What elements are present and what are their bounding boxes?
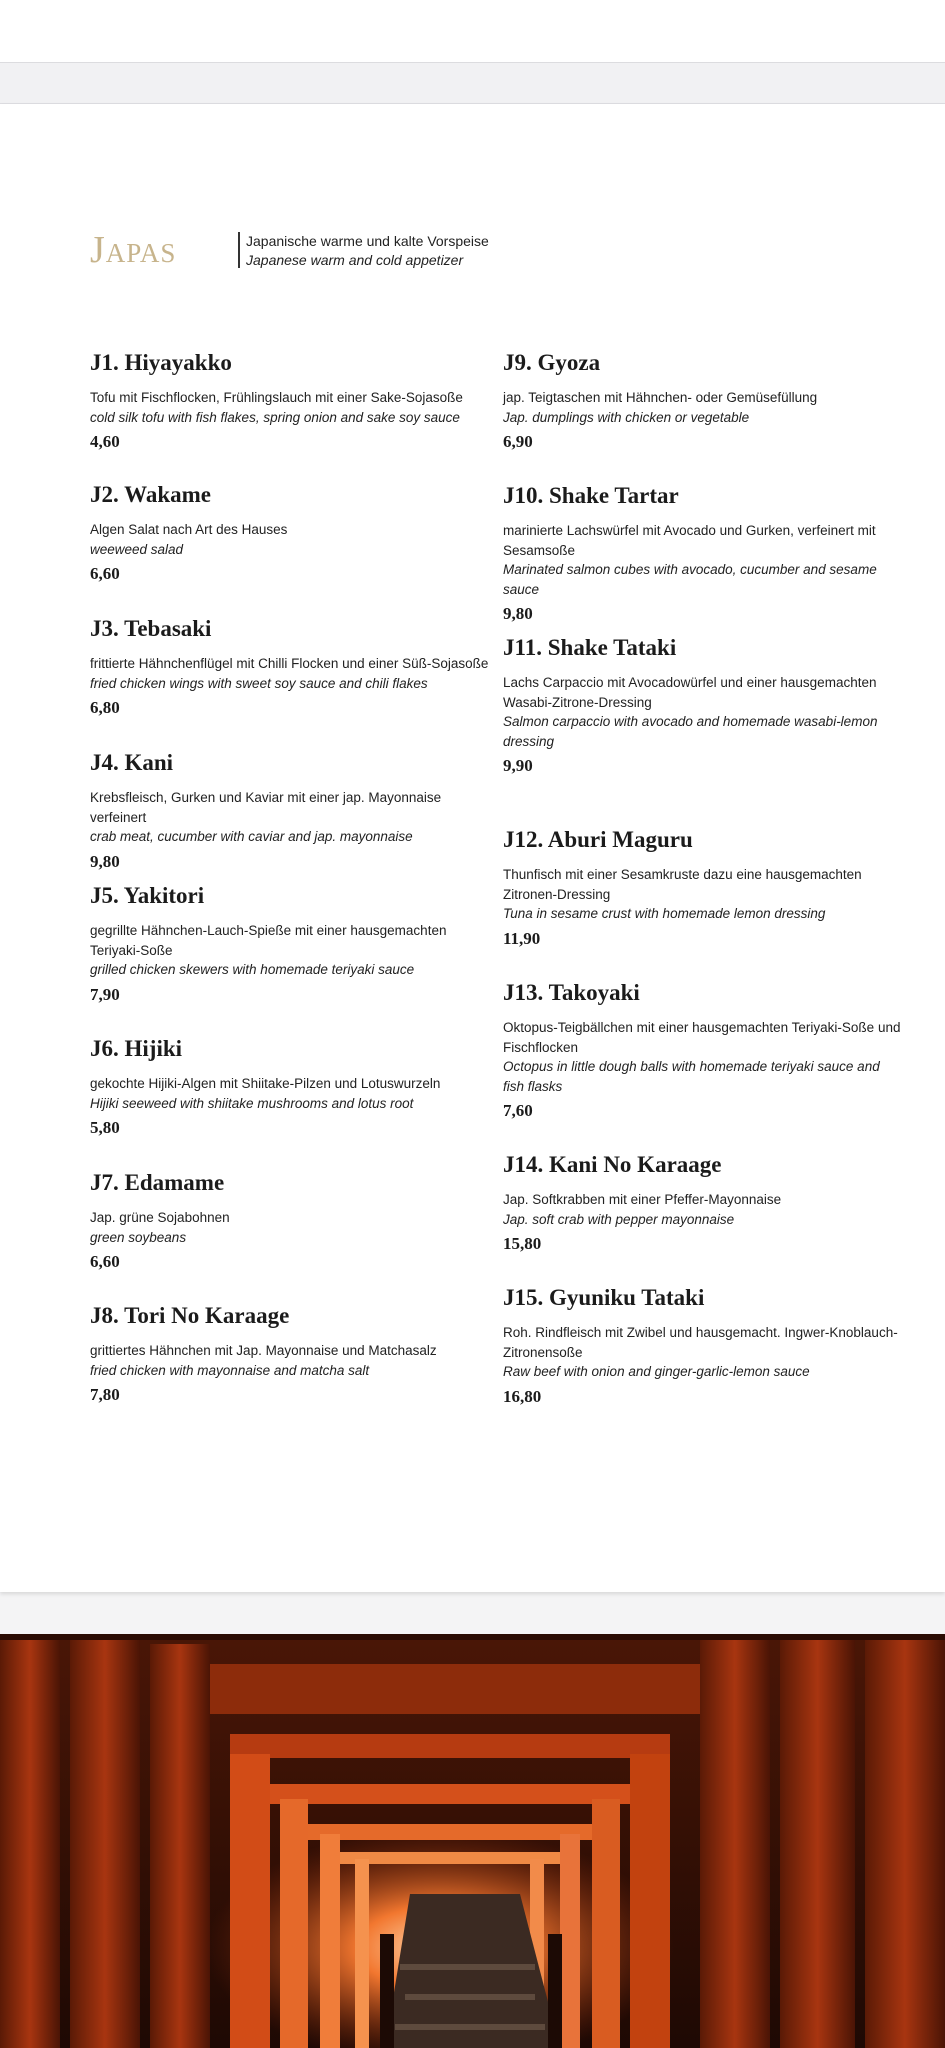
gate-pillar: [230, 1754, 270, 2048]
item-description-en: Salmon carpaccio with avocado and homemade wasabi-lemon dressing: [503, 714, 878, 749]
item-name: J5. Yakitori: [90, 883, 205, 908]
gate-pillar: [150, 1644, 210, 2048]
item-price: 6,60: [90, 1252, 120, 1271]
item-description-en: Hijiki seeweed with shiitake mushrooms and lotus root: [90, 1095, 414, 1111]
item-price: 15,80: [503, 1234, 542, 1253]
item-price: 4,60: [90, 432, 120, 451]
path-step: [405, 1994, 535, 2000]
gate-pillar: [70, 1634, 140, 2048]
item-price: 16,80: [503, 1386, 542, 1406]
item-description-en: fried chicken wings with sweet soy sauce and chili flakes: [90, 675, 428, 691]
menu-item: [503, 633, 903, 778]
item-price: 9,80: [503, 604, 533, 623]
path-step: [400, 1964, 535, 1970]
item-description-en: fried chicken with mayonnaise and matcha salt: [90, 1362, 370, 1378]
menu-item: [90, 748, 490, 874]
item-price: 6,60: [90, 564, 120, 583]
item-description-en: Octopus in little dough balls with homemade teriyaki sauce and fish flasks: [503, 1059, 880, 1094]
item-description-en: weeweed salad: [90, 541, 184, 557]
item-description-en: Tuna in sesame crust with homemade lemon dressing: [503, 906, 826, 921]
item-description-en: grilled chicken skewers with homemade teriyaki sauce: [90, 962, 415, 977]
menu-item: [503, 1150, 903, 1256]
path-step: [395, 2024, 545, 2030]
item-name: J11. Shake Tataki: [503, 635, 677, 660]
item-description-en: cold silk tofu with fish flakes, spring onion and sake soy sauce: [90, 409, 460, 425]
item-price: 6,80: [90, 698, 120, 717]
photo-top-edge: [0, 1634, 945, 1640]
item-description-de: Tofu mit Fischflocken, Frühlingslauch mit einer Sake-Sojasoße: [90, 390, 463, 405]
gate-pillar: [700, 1634, 770, 2048]
item-description-en: Jap. soft crab with pepper mayonnaise: [503, 1211, 735, 1227]
gate-beam: [230, 1734, 670, 1758]
item-name: J14. Kani No Karaage: [503, 1152, 722, 1177]
pillar-base: [548, 1934, 562, 2048]
item-name: J6. Hijiki: [90, 1036, 183, 1061]
page-separator: [0, 63, 945, 104]
menu-item: [503, 825, 903, 951]
item-description-de: Algen Salat nach Art des Hauses: [90, 522, 288, 537]
gate-pillar: [355, 1859, 369, 2048]
top-bar: [0, 0, 945, 63]
item-description-de: Lachs Carpaccio mit Avocadowürfel und einer hausgemachten Wasabi-Zitrone-Dressing: [503, 675, 877, 710]
item-description-de: jap. Teigtaschen mit Hähnchen- oder Gemüsefüllung: [503, 390, 818, 405]
menu-item: [503, 348, 903, 454]
item-description-de: Krebsfleisch, Gurken und Kaviar mit einer jap. Mayonnaise verfeinert: [90, 790, 442, 825]
menu-item: [90, 1034, 490, 1140]
menu-item: [90, 614, 490, 720]
gate-pillar: [280, 1799, 308, 2048]
menu-item: [90, 881, 490, 1007]
item-description-de: Jap. grüne Sojabohnen: [90, 1210, 230, 1225]
item-name: J7. Edamame: [90, 1170, 225, 1195]
item-price: 5,80: [90, 1118, 120, 1137]
item-price: 11,90: [503, 928, 541, 948]
torii-gate-photo: [0, 1634, 945, 2048]
item-price: 7,80: [90, 1385, 120, 1404]
section-subtitle: [246, 232, 489, 270]
item-description-de: gegrillte Hähnchen-Lauch-Spieße mit einer hausgemachten Teriyaki-Soße: [90, 923, 447, 958]
item-description-en: Marinated salmon cubes with avocado, cucumber and sesame sauce: [503, 562, 877, 597]
menu-item: [503, 1283, 903, 1409]
item-description-de: Oktopus-Teigbällchen mit einer hausgemachten Teriyaki-Soße und Fischflocken: [503, 1020, 901, 1055]
gate-beam: [260, 1784, 640, 1804]
item-description-en: Jap. dumplings with chicken or vegetable: [503, 409, 750, 425]
gate-pillar: [780, 1634, 855, 2048]
gate-pillar: [630, 1754, 670, 2048]
item-name: J13. Takoyaki: [503, 980, 640, 1005]
item-name: J1. Hiyayakko: [90, 350, 232, 375]
item-description-en: crab meat, cucumber with caviar and jap. mayonnaise: [90, 829, 413, 844]
section-subtitle-de: Japanische warme und kalte Vorspeise: [246, 233, 489, 249]
item-description-de: Jap. Softkrabben mit einer Pfeffer-Mayonnaise: [503, 1192, 782, 1207]
item-description-de: grittiertes Hähnchen mit Jap. Mayonnaise und Matchasalz: [90, 1343, 437, 1358]
section-title: Japas: [90, 229, 177, 271]
item-price: 9,80: [90, 851, 120, 871]
item-price: 7,90: [90, 984, 120, 1004]
menu-item: [90, 480, 490, 586]
item-description-de: Thunfisch mit einer Sesamkruste dazu eine hausgemachten Zitronen-Dressing: [503, 867, 862, 902]
item-description-de: frittierte Hähnchenflügel mit Chilli Flocken und einer Süß-Sojasoße: [90, 656, 489, 671]
menu-page: [0, 104, 945, 1592]
item-name: J8. Tori No Karaage: [90, 1303, 290, 1328]
item-description-de: marinierte Lachswürfel mit Avocado und Gurken, verfeinert mit Sesamsoße: [503, 523, 876, 558]
menu-item: [503, 978, 903, 1123]
item-name: J12. Aburi Maguru: [503, 827, 693, 852]
item-price: 7,60: [503, 1101, 533, 1120]
gate-pillar: [592, 1799, 620, 2048]
gate-pillar: [0, 1634, 60, 2048]
item-price: 6,90: [503, 432, 533, 451]
gate-pillar: [865, 1634, 945, 2048]
section-subtitle-en: Japanese warm and cold appetizer: [246, 252, 464, 268]
torii-gate-illustration: [0, 1634, 945, 2048]
item-name: J3. Tebasaki: [90, 616, 212, 641]
section-divider: [238, 232, 240, 268]
item-description-en: Raw beef with onion and ginger-garlic-lemon sauce: [503, 1364, 810, 1379]
item-description-en: green soybeans: [90, 1229, 187, 1245]
gate-pillar: [560, 1834, 580, 2048]
item-description-de: gekochte Hijiki-Algen mit Shiitake-Pilzen und Lotuswurzeln: [90, 1076, 441, 1091]
gate-beam: [340, 1852, 560, 1864]
pillar-base: [380, 1934, 394, 2048]
item-name: J4. Kani: [90, 750, 174, 775]
item-price: 9,90: [503, 756, 533, 775]
gate-beam: [300, 1824, 600, 1840]
item-name: J2. Wakame: [90, 482, 211, 507]
item-description-de: Roh. Rindfleisch mit Zwibel und hausgemacht. Ingwer-Knoblauch-Zitronensoße: [503, 1325, 898, 1360]
item-name: J15. Gyuniku Tataki: [503, 1285, 705, 1310]
menu-item: [503, 481, 903, 626]
gate-pillar: [320, 1834, 340, 2048]
menu-item: [90, 1301, 490, 1407]
item-name: J10. Shake Tartar: [503, 483, 679, 508]
menu-item: [90, 348, 490, 454]
item-name: J9. Gyoza: [503, 350, 601, 375]
gate-beam: [210, 1664, 700, 1714]
menu-item: [90, 1168, 490, 1274]
